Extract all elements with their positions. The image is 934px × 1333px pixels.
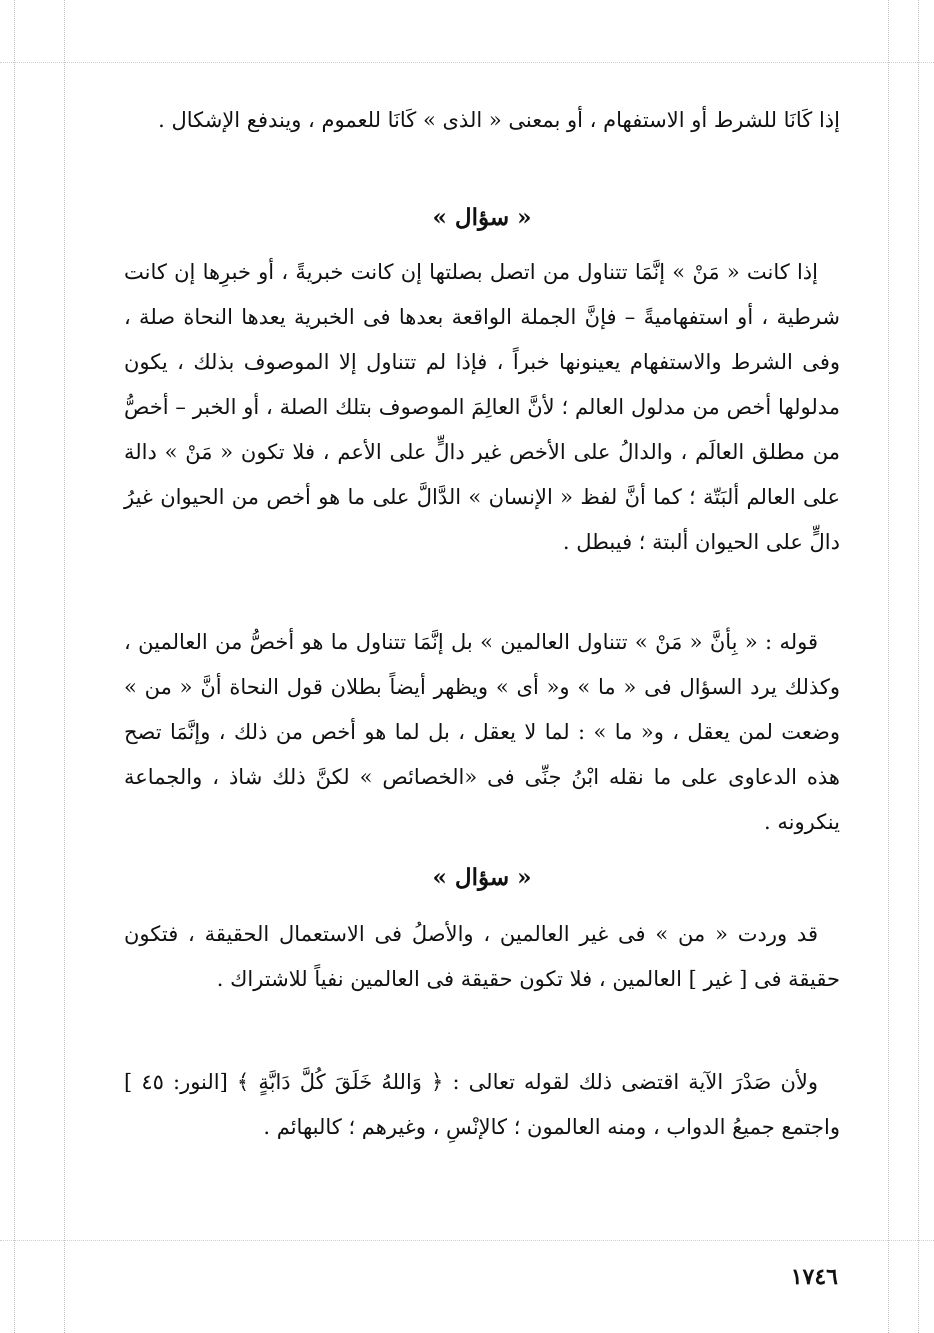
- paragraph: قد وردت « من » فى غير العالمين ، والأصلُ فى الاستعمال الحقيقة ، فتكون حقيقة فى [ غير ] العالمين ، فلا تكون حقيقة فى العالمين نفياً للاشتراك .: [124, 922, 840, 991]
- text-block-1: [124, 98, 840, 143]
- paragraph-continuation: إذا كَانَا للشرط أو الاستفهام ، أو بمعنى « الذى » كَانَا للعموم ، ويندفع الإشكال .: [158, 108, 840, 132]
- scan-guide-line: [14, 0, 15, 1333]
- scan-guide-line: [0, 62, 934, 63]
- text-block-3: [124, 620, 840, 845]
- scan-guide-line: [0, 1240, 934, 1241]
- page-number: ١٧٤٦: [790, 1264, 838, 1290]
- section-heading-question: « سؤال »: [432, 204, 532, 231]
- paragraph: قوله : « بِأنَّ « مَنْ » تتناول العالمين » بل إنَّمَا تتناول ما هو أخصُّ من العالمين ، وكذلك يرد السؤال فى « ما » و« أى » ويظهر أيضاً بطلان قول النحاة أنَّ « من » وضعت لمن يعقل ، و« ما » : لما لا يعقل ، بل لما هو أخص من ذلك ، وإنَّمَا تصح هذه الدعاوى على ما نقله ابْنُ جنِّى فى «الخصائص » لكنَّ ذلك شاذ ، والجماعة ينكرونه .: [124, 630, 840, 834]
- paragraph: إذا كانت « مَنْ » إنَّمَا تتناول من اتصل بصلتها إن كانت خبريةً ، أو خبرِها إن كانت شرطية ، أو استفهاميةً – فإنَّ الجملة الواقعة بعدها فى الخبرية يعدها النحاة صلة ، وفى الشرط والاستفهام يعينونها خبراً ، فإذا لم تتناول إلا الموصوف بذلك ، يكون مدلولها أخص من مدلول العالم ؛ لأنَّ العالِمَ الموصوف بتلك الصلة ، أو الخبر – أخصُّ من مطلق العالَم ، والدالُ على الأخص غير دالٍّ على الأعم ، فلا تكون « مَنْ » دالة على العالم ألبَتّة ؛ كما أنَّ لفظ « الإنسان » الدَّالَّ على ما هو أخص من الحيوان غيرُ دالٍّ على الحيوان ألبتة ؛ فيبطل .: [124, 260, 840, 554]
- scan-guide-line: [918, 0, 919, 1333]
- text-block-5: [124, 1060, 840, 1150]
- text-block-4: [124, 912, 840, 1002]
- scan-guide-line: [64, 0, 65, 1333]
- paragraph: ولأن صَدْرَ الآية اقتضى ذلك لقوله تعالى : ﴿ وَاللهُ خَلَقَ كُلَّ دَابَّةٍ ﴾ [النور: ٤٥ ] واجتمع جميعُ الدواب ، ومنه العالمون ؛ كالإنْسِ ، وغيرهم ؛ كالبهائم .: [124, 1070, 840, 1139]
- text-block-2: [124, 250, 840, 565]
- scan-guide-line: [888, 0, 889, 1333]
- section-heading-question: « سؤال »: [432, 864, 532, 891]
